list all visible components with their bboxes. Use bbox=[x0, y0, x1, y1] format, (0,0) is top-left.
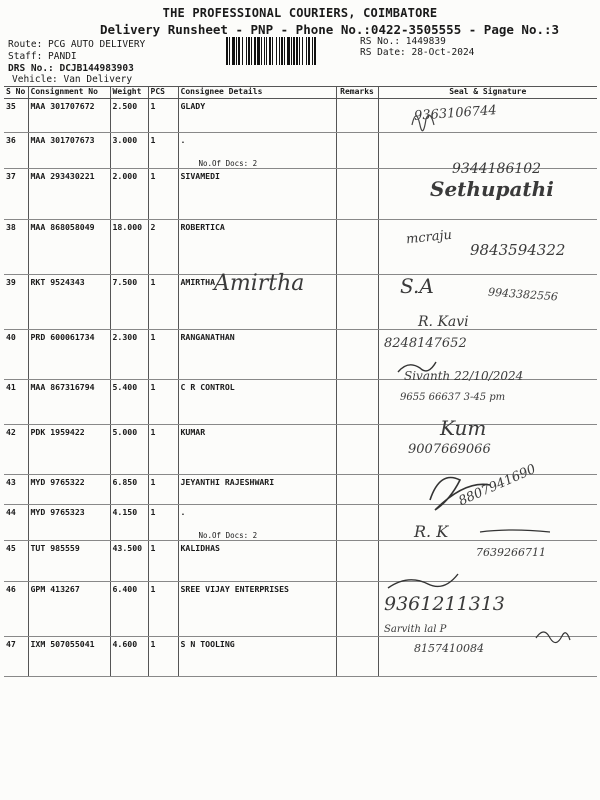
cell-consignee-text: . bbox=[180, 507, 186, 517]
cell-pcs-text: 1 bbox=[150, 543, 156, 553]
col-pcs: PCS bbox=[148, 87, 178, 99]
cell-weight-text: 18.000 bbox=[112, 222, 143, 232]
cell-weight-text: 5.400 bbox=[112, 382, 138, 392]
signature-37-phone: 9344186102 bbox=[452, 161, 542, 177]
cell-sno-text: 39 bbox=[6, 277, 16, 287]
cell-pcs-text: 1 bbox=[150, 584, 156, 594]
cell-pcs-text: 1 bbox=[150, 135, 156, 145]
cell-consignment-text: MYD 9765322 bbox=[30, 477, 85, 487]
col-consignee: Consignee Details bbox=[178, 87, 336, 99]
col-signature: Seal & Signature bbox=[378, 87, 597, 99]
cell-pcs-text: 1 bbox=[150, 477, 156, 487]
cell-consignment-text: MAA 301707672 bbox=[30, 101, 95, 111]
col-remarks: Remarks bbox=[336, 87, 378, 99]
signature-39-name: Amirtha bbox=[214, 271, 305, 296]
cell-consignment-text: GPM 413267 bbox=[30, 584, 80, 594]
cell-sno-text: 38 bbox=[6, 222, 16, 232]
cell-consignment-text: PDK 1959422 bbox=[30, 427, 85, 437]
cell-sno-text: 45 bbox=[6, 543, 16, 553]
col-sno: S No bbox=[4, 87, 28, 99]
cell-sno-text: 47 bbox=[6, 639, 16, 649]
cell-consignee-text: AMIRTHA bbox=[180, 277, 216, 287]
cell-sno-text: 40 bbox=[6, 332, 16, 342]
cell-weight-text: 43.500 bbox=[112, 543, 143, 553]
signature-45-name: R. K bbox=[414, 522, 449, 541]
cell-sno-text: 41 bbox=[6, 382, 16, 392]
cell-weight-text: 7.500 bbox=[112, 277, 138, 287]
no-of-docs: No.Of Docs: 2 bbox=[198, 159, 258, 168]
col-consignment: Consignment No bbox=[28, 87, 110, 99]
cell-consignment-text: MYD 9765323 bbox=[30, 507, 85, 517]
cell-consignment-text: PRD 600061734 bbox=[30, 332, 95, 342]
cell-weight-text: 5.000 bbox=[112, 427, 138, 437]
runsheet-title: Delivery Runsheet - PNP - Phone No.:0422-3505555 - Page No.:3 bbox=[100, 22, 560, 37]
rs-no-label: RS No.: 1449839 bbox=[360, 36, 446, 47]
signature-40-name: R. Kavi bbox=[418, 314, 469, 330]
cell-weight-text: 4.150 bbox=[112, 507, 138, 517]
cell-consignee-text: C R CONTROL bbox=[180, 382, 235, 392]
rs-date-label: RS Date: 28-Oct-2024 bbox=[360, 47, 475, 58]
cell-pcs-text: 1 bbox=[150, 277, 156, 287]
cell-sno-text: 46 bbox=[6, 584, 16, 594]
cell-consignee-text: . bbox=[180, 135, 186, 145]
signature-45-phone: 7639266711 bbox=[476, 546, 546, 559]
drs-label: DRS No.: DCJB144983903 bbox=[8, 63, 134, 74]
signature-37-name: Sethupathi bbox=[430, 177, 554, 201]
cell-consignee-text: KUMAR bbox=[180, 427, 206, 437]
cell-sno-text: 35 bbox=[6, 101, 16, 111]
cell-weight-text: 6.850 bbox=[112, 477, 138, 487]
signature-40-phone: 8248147652 bbox=[384, 336, 467, 351]
vehicle-label: Vehicle: Van Delivery bbox=[12, 74, 133, 85]
signature-38-phone: 9843594322 bbox=[470, 241, 566, 259]
cell-sno-text: 42 bbox=[6, 427, 16, 437]
col-weight: Weight bbox=[110, 87, 148, 99]
signature-42-name: Kum bbox=[440, 416, 487, 440]
company-title: THE PROFESSIONAL COURIERS, COIMBATORE bbox=[162, 6, 438, 20]
cell-pcs-text: 1 bbox=[150, 639, 156, 649]
cell-sno-text: 44 bbox=[6, 507, 16, 517]
cell-consignment-text: TUT 985559 bbox=[30, 543, 80, 553]
cell-consignment-text: MAA 301707673 bbox=[30, 135, 95, 145]
cell-consignee-text: ROBERTICA bbox=[180, 222, 225, 232]
cell-weight-text: 2.000 bbox=[112, 171, 138, 181]
cell-pcs-text: 1 bbox=[150, 382, 156, 392]
cell-weight-text: 3.000 bbox=[112, 135, 138, 145]
signature-35: 9363106744 bbox=[413, 103, 498, 124]
signature-39-phone: 9943382556 bbox=[487, 285, 559, 304]
signature-38-mark: mcraju bbox=[405, 227, 453, 248]
cell-pcs-text: 2 bbox=[150, 222, 156, 232]
cell-pcs-text: 1 bbox=[150, 101, 156, 111]
signature-46-phone: 9361211313 bbox=[384, 593, 505, 615]
signature-47-name: Sarvith lal P bbox=[384, 624, 447, 635]
cell-consignment-text: MAA 867316794 bbox=[30, 382, 95, 392]
signature-47-phone: 8157410084 bbox=[414, 642, 484, 655]
cell-weight-text: 2.500 bbox=[112, 101, 138, 111]
cell-weight-text: 2.300 bbox=[112, 332, 138, 342]
staff-label: Staff: PANDI bbox=[8, 51, 77, 62]
cell-consignee-text: JEYANTHI RAJESHWARI bbox=[180, 477, 275, 487]
cell-pcs-text: 1 bbox=[150, 427, 156, 437]
cell-consignment-text: MAA 868058049 bbox=[30, 222, 95, 232]
cell-weight-text: 6.400 bbox=[112, 584, 138, 594]
cell-weight-text: 4.600 bbox=[112, 639, 138, 649]
route-label: Route: PCG AUTO DELIVERY bbox=[8, 39, 146, 50]
signature-43-phone: 8807941690 bbox=[456, 461, 539, 510]
cell-consignee-text: SREE VIJAY ENTERPRISES bbox=[180, 584, 289, 594]
signature-39-initials: S.A bbox=[400, 274, 434, 298]
cell-consignment-text: IXM 507055041 bbox=[30, 639, 95, 649]
signature-42-phone: 9007669066 bbox=[408, 442, 491, 457]
cell-consignee-text: S N TOOLING bbox=[180, 639, 235, 649]
signature-41-phone: 9655 66637 3-45 pm bbox=[400, 392, 506, 403]
no-of-docs: No.Of Docs: 2 bbox=[198, 531, 258, 540]
cell-consignee-text: RANGANATHAN bbox=[180, 332, 235, 342]
cell-sno-text: 43 bbox=[6, 477, 16, 487]
cell-consignment-text: MAA 293430221 bbox=[30, 171, 95, 181]
cell-consignee-text: KALIDHAS bbox=[180, 543, 220, 553]
cell-consignee-text: GLADY bbox=[180, 101, 206, 111]
cell-sno-text: 36 bbox=[6, 135, 16, 145]
cell-pcs-text: 1 bbox=[150, 507, 156, 517]
cell-pcs-text: 1 bbox=[150, 171, 156, 181]
cell-pcs-text: 1 bbox=[150, 332, 156, 342]
cell-consignment-text: RKT 9524343 bbox=[30, 277, 85, 287]
signature-41-name: Sivanth 22/10/2024 bbox=[404, 369, 524, 383]
cell-sno-text: 37 bbox=[6, 171, 16, 181]
cell-consignee-text: SIVAMEDI bbox=[180, 171, 220, 181]
